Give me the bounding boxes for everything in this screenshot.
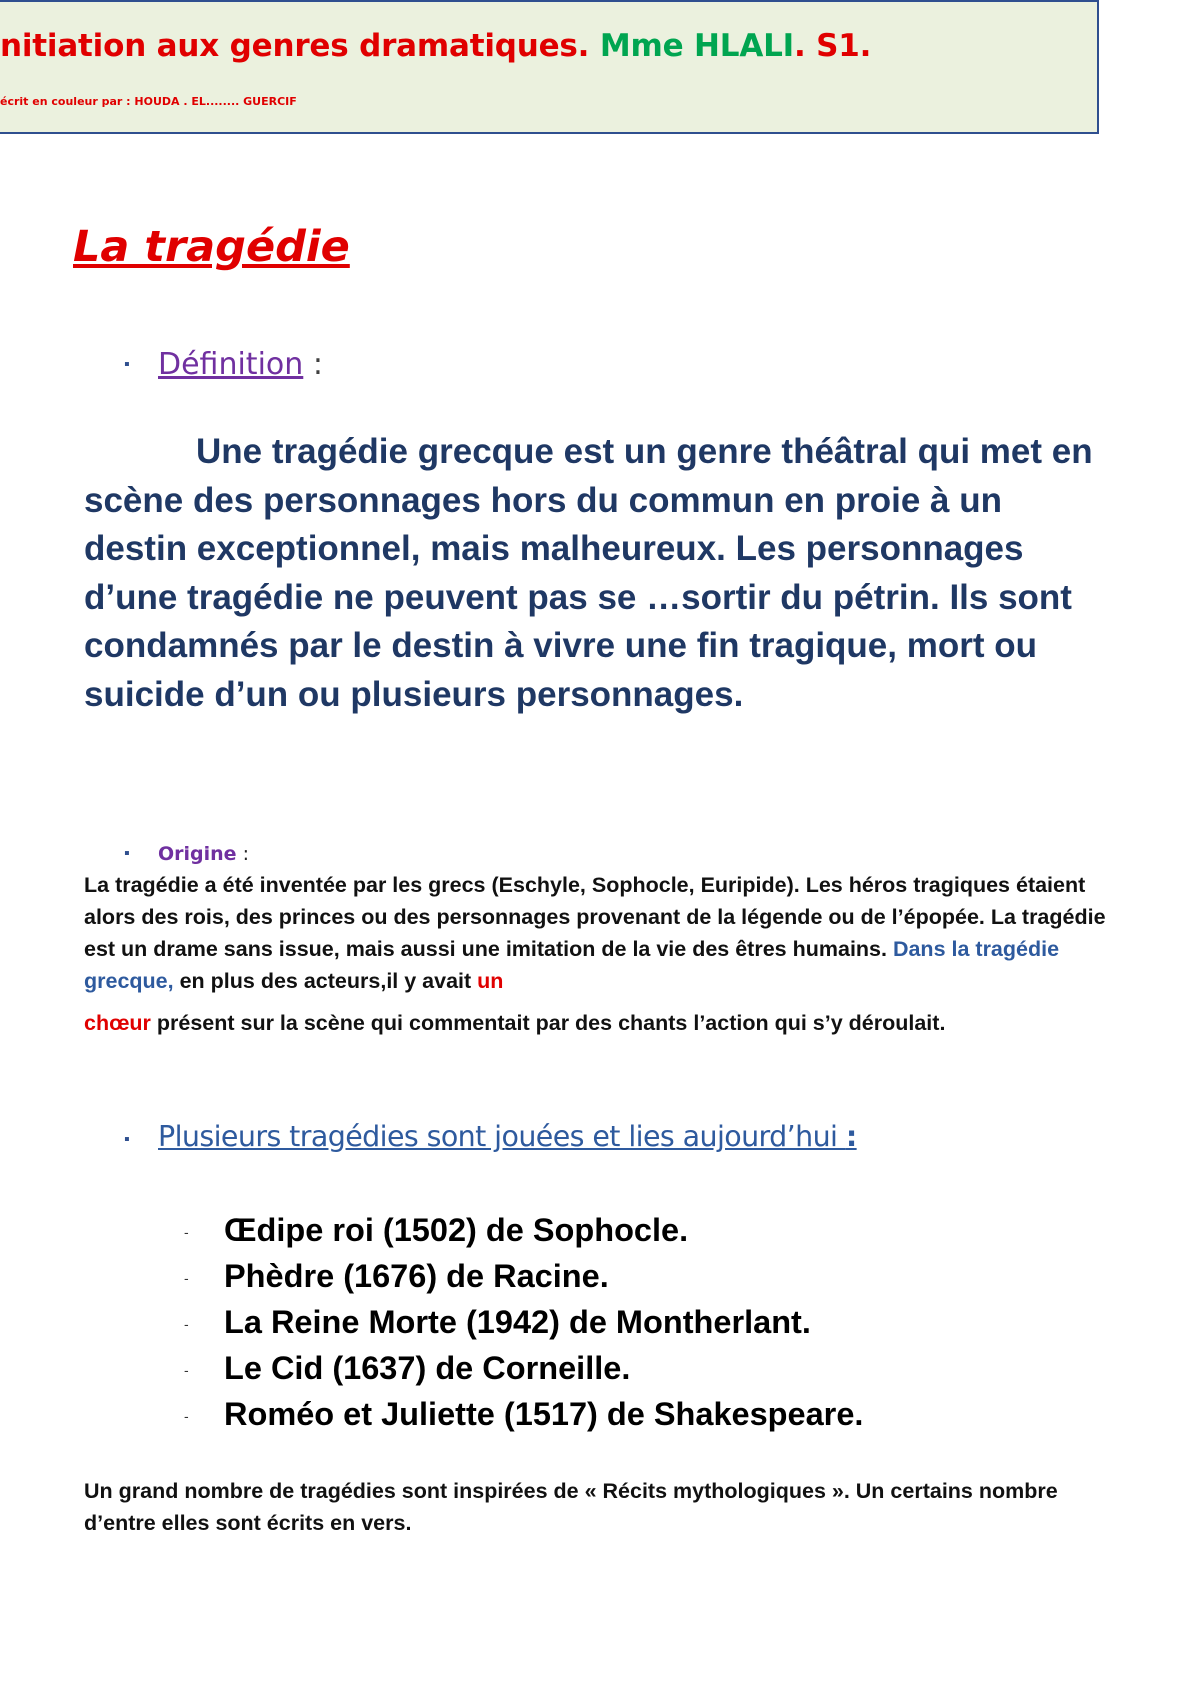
closing-note: Un grand nombre de tragédies sont inspirées de « Récits mythologiques ». Un certains nombre d’entre elles sont écrits en vers. (84, 1479, 1058, 1535)
list-item (184, 1391, 863, 1437)
definition-text: Une tragédie grecque est un genre théâtral qui met en scène des personnages hors du commun en proie à un destin exceptionnel, mais malheureux. Les personnages d’une tragédie ne peuvent pas se …sortir du pétrin. Ils sont condamnés par le destin à vivre une fin tragique, mort ou suicide d’un ou plusieurs personnages. (84, 432, 1093, 714)
header-subtitle: écrit en couleur par : HOUDA . EL........ GUERCIF (0, 95, 297, 108)
dash-icon: - (184, 1316, 189, 1332)
origine-text-highlight: Dans la tragédie grecque, (84, 937, 1060, 993)
dash-icon: - (184, 1362, 189, 1378)
plays-list (184, 1207, 863, 1437)
list-item (184, 1253, 863, 1299)
bullet-icon: ▪ (124, 356, 130, 373)
list-item (184, 1207, 863, 1253)
bullet-icon: ▪ (124, 1131, 130, 1148)
header-title-suffix: . S1. (794, 28, 872, 64)
origine-text-last-line (84, 1007, 1124, 1039)
origine-text-part3: présent sur la scène qui commentait par des chants l’action qui s’y déroulait. (150, 1011, 946, 1035)
header-box (0, 0, 1099, 134)
definition-heading (158, 347, 323, 382)
page-title: La tragédie (73, 222, 350, 272)
plays-heading (158, 1120, 857, 1153)
origine-text (84, 869, 1124, 1039)
header-title-red: nitiation aux genres dramatiques. (0, 28, 590, 64)
play-title: La Reine Morte (1942) de Montherlant. (224, 1304, 811, 1340)
play-title: Œdipe roi (1502) de Sophocle. (224, 1212, 689, 1248)
origine-text-red-choeur: chœur (84, 1011, 151, 1035)
origine-text-red-word: un (477, 969, 504, 993)
header-teacher-name: Mme HLALI (599, 28, 795, 64)
play-title: Phèdre (1676) de Racine. (224, 1258, 609, 1294)
dash-icon: - (184, 1270, 189, 1286)
list-item (184, 1299, 863, 1345)
list-item (184, 1345, 863, 1391)
dash-icon: - (184, 1224, 189, 1240)
definition-label: Définition (158, 347, 304, 382)
dash-icon: - (184, 1408, 189, 1424)
definition-colon: : (303, 347, 323, 382)
origine-label: Origine (158, 843, 237, 865)
play-title: Le Cid (1637) de Corneille. (224, 1350, 631, 1386)
document-header-title (0, 28, 871, 64)
origine-colon: : (236, 843, 250, 865)
origine-text-part2: en plus des acteurs,il y avait (173, 969, 478, 993)
plays-heading-label: Plusieurs tragédies sont jouées et lies aujourd’hui (158, 1120, 846, 1153)
bullet-icon: ▪ (124, 845, 130, 862)
origine-heading (158, 843, 249, 865)
origine-text-part1: La tragédie a été inventée par les grecs (Eschyle, Sophocle, Euripide). Les héros tragiques étaient alors des rois, des princes ou des personnages provenant de la légende ou de l’épopée. La tragédie est un drame sans issue, mais aussi une imitation de la vie des êtres humains. (84, 873, 1106, 961)
play-title: Roméo et Juliette (1517) de Shakespeare. (224, 1396, 864, 1432)
plays-heading-colon: : (845, 1120, 857, 1153)
